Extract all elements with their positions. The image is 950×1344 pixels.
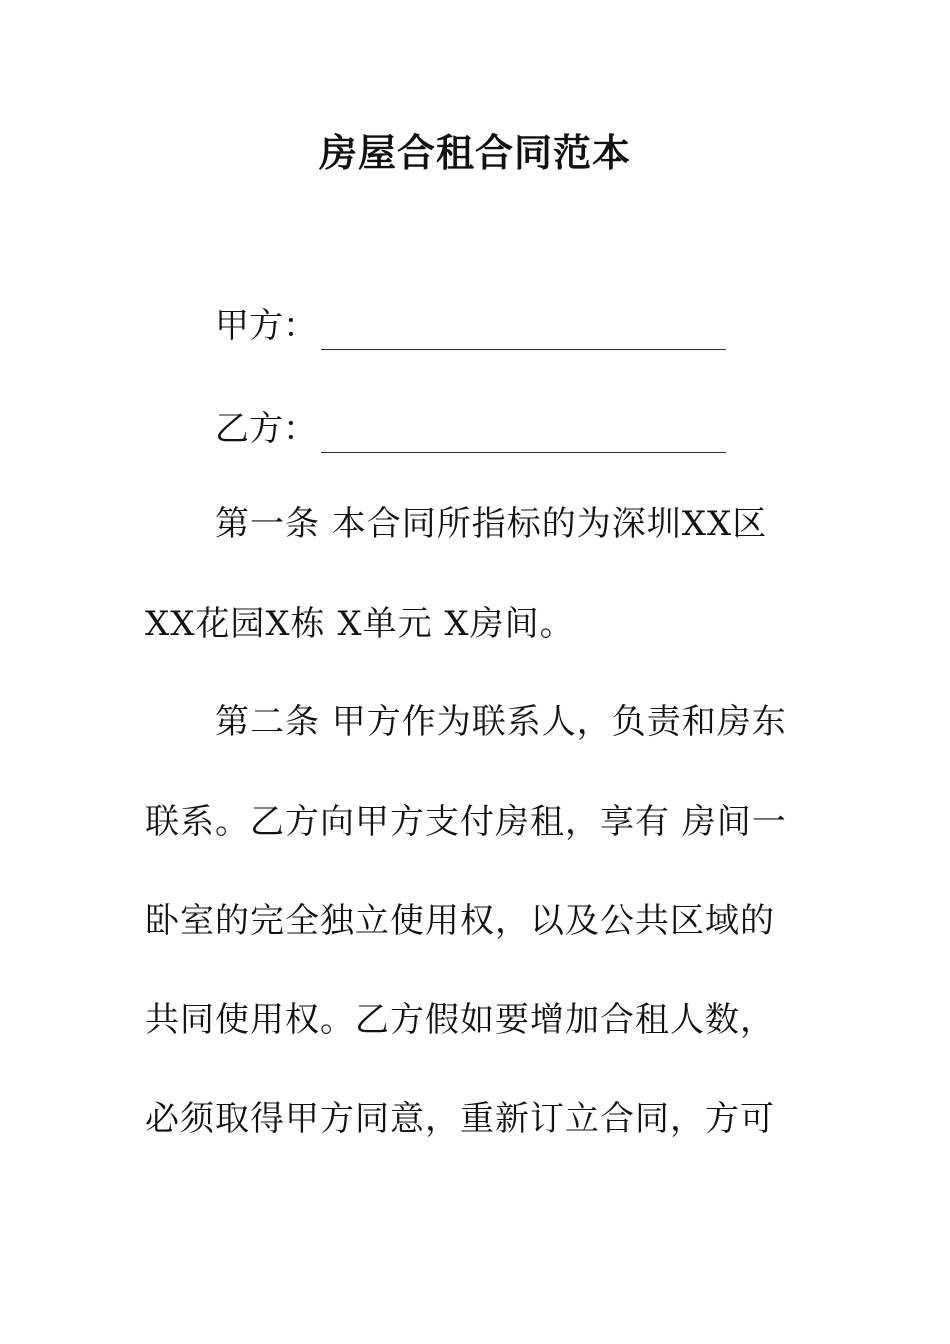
- party-b-blank-line: [321, 416, 726, 453]
- party-a-blank-line: [321, 313, 726, 350]
- clause-1-line-1: 第一条 本合同所指标的为深圳XX区: [215, 504, 768, 544]
- clause-2-line-2: 联系。乙方向甲方支付房租，享有 房间一: [145, 802, 787, 842]
- clause-2-line-3: 卧室的完全独立使用权，以及公共区域的: [145, 901, 775, 941]
- clause-1-line-2: XX花园X栋 X单元 X房间。: [145, 604, 575, 644]
- party-b-row: [215, 405, 726, 453]
- party-a-label: 甲方：: [215, 306, 317, 346]
- party-a-row: [215, 302, 726, 350]
- clause-2-line-1: 第二条 甲方作为联系人，负责和房东: [215, 702, 787, 742]
- document-title: 房屋合租合同范本: [318, 131, 631, 175]
- party-b-label: 乙方：: [215, 409, 317, 449]
- clause-2-line-5: 必须取得甲方同意，重新订立合同，方可: [145, 1099, 775, 1139]
- clause-2-line-4: 共同使用权。乙方假如要增加合租人数，: [145, 1000, 775, 1040]
